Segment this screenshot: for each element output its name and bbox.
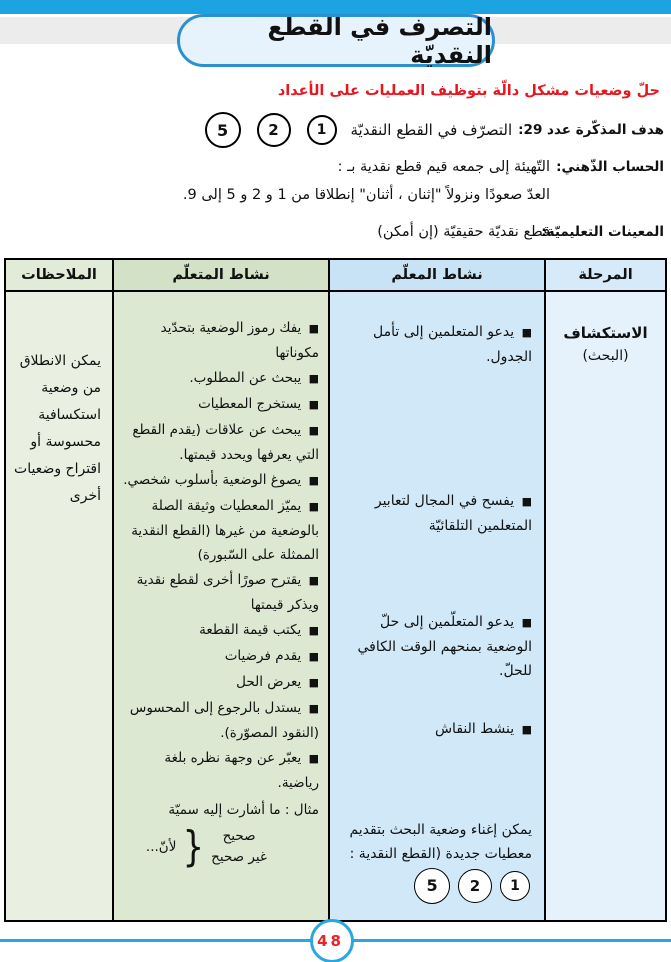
teacher-item (338, 489, 532, 538)
learner-item-text: يقدم فرضيات (224, 648, 302, 664)
teacher-item (338, 320, 532, 369)
lesson-table (4, 258, 667, 922)
square-bullet-icon: ■ (308, 574, 319, 587)
notes-cell (6, 292, 112, 920)
square-bullet-icon: ■ (308, 372, 319, 385)
learner-item (119, 568, 319, 617)
page-number-badge (310, 919, 354, 962)
column-header-notes: الملاحظات (6, 260, 112, 292)
mental-math-label: الحساب الذّهني: (556, 159, 664, 175)
learner-item-text: يستدل بالرجوع إلى المحسوس (النقود المصوّرة). (129, 700, 319, 741)
column-header-teacher-activity: نشاط المعلّم (328, 260, 544, 292)
coin-5-icon: 5 (205, 112, 241, 148)
skill-heading: حلّ وضعيات مشكل دالّة بتوظيف العمليات على الأعداد (277, 83, 660, 99)
example-option-false: غير صحيح (211, 849, 267, 865)
page-number: 48 (317, 932, 344, 950)
learner-item-text: يفك رموز الوضعية بتحدّيد مكوناتها (160, 320, 319, 361)
square-bullet-icon: ■ (308, 624, 319, 637)
learner-item-text: يبحث عن علاقات (يقدم القطع التي يعرفها ويحدد قيمتها. (132, 422, 319, 463)
square-bullet-icon: ■ (308, 424, 319, 437)
teacher-item (338, 610, 532, 683)
column-header-stage: المرحلة (544, 260, 665, 292)
learner-item-text: يبحث عن المطلوب. (189, 370, 302, 386)
learner-item-text: يكتب قيمة القطعة (199, 622, 302, 638)
coin-2-icon: 2 (458, 869, 492, 903)
teacher-item-text: يدعو المتعلّمين إلى حلّ الوضعية بمنحهم الوقت الكافي للحلّ. (357, 614, 532, 679)
learner-item (119, 746, 319, 795)
teacher-item (338, 717, 532, 742)
example-reason: لأنّ... (145, 839, 177, 855)
example-brace-group (119, 822, 319, 871)
learner-item (119, 418, 319, 467)
square-bullet-icon: ■ (308, 474, 319, 487)
learner-item (119, 644, 319, 669)
learner-item-text: يقترح صورًا أخرى لقطع نقدية ويذكر قيمتها (136, 572, 319, 613)
square-bullet-icon: ■ (308, 398, 319, 411)
example-option-true: صحيح (222, 828, 256, 844)
learner-item-text: يستخرج المعطيات (198, 396, 302, 412)
learner-item (119, 494, 319, 567)
square-bullet-icon: ■ (308, 322, 319, 335)
curly-brace-icon: { (183, 822, 205, 871)
coin-1-icon: 1 (500, 871, 530, 901)
square-bullet-icon: ■ (521, 326, 532, 339)
stage-cell (544, 292, 665, 920)
square-bullet-icon: ■ (308, 650, 319, 663)
square-bullet-icon: ■ (521, 495, 532, 508)
teacher-activity-cell (328, 292, 544, 920)
lesson-title-box (177, 14, 495, 67)
learner-item (119, 618, 319, 643)
learner-item (119, 392, 319, 417)
learner-activity-cell (112, 292, 328, 920)
learner-item-text: يميّز المعطيات وثيقة الصلة بالوضعية من غيرها (القطع النقدية الممثلة على السّبورة) (131, 498, 319, 563)
coin-2-icon: 2 (257, 113, 291, 147)
teaching-aids-label: المعينات التعليميّة: (541, 224, 664, 240)
learner-item-text: يصوغ الوضعية بأسلوب شخصي. (123, 472, 302, 488)
example-options (211, 826, 267, 868)
objective-text: التصرّف في القطع النقديّة (350, 121, 513, 139)
column-header-learner-activity: نشاط المتعلّم (112, 260, 328, 292)
square-bullet-icon: ■ (308, 752, 319, 765)
stage-subname: (البحث) (582, 348, 629, 364)
objective-label: هدف المذكّرة عدد 29: (518, 122, 664, 138)
square-bullet-icon: ■ (308, 676, 319, 689)
coin-1-icon: 1 (307, 115, 337, 145)
notes-text: يمكن الانطلاق من وضعية استكسافية محسوسة أو اقتراح وضعيات أخرى (14, 353, 101, 504)
square-bullet-icon: ■ (521, 616, 532, 629)
learner-item-text: يعبّر عن وجهة نظره بلغة رياضية. (164, 750, 319, 791)
teaching-aids-row (377, 224, 664, 240)
mental-math-line2: العدّ صعودًا ونزولاً "إثنان ، أثنان" إنطلاقا من 1 و 2 و 5 إلى 9. (182, 187, 550, 203)
square-bullet-icon: ■ (308, 702, 319, 715)
coin-5-icon: 5 (414, 868, 450, 904)
example-intro: مثال : ما أشارت إليه سميّة (168, 802, 319, 818)
square-bullet-icon: ■ (308, 500, 319, 513)
square-bullet-icon: ■ (521, 723, 532, 736)
learner-item (119, 366, 319, 391)
objective-row (205, 112, 665, 148)
stage-name: الاستكشاف (563, 324, 648, 342)
teaching-aids-text: قطع نقديّة حقيقيّة (إن أمكن) (377, 224, 550, 240)
teacher-item-text: ينشط النقاش (434, 721, 515, 737)
teacher-coins-row (338, 868, 532, 904)
mental-math-line1: التّهيئة إلى جمعه قيم قطع نقدية بـ : (337, 159, 550, 175)
learner-item-text: يعرض الحل (236, 674, 302, 690)
teacher-item-text: يفسح في المجال لتعابير المتعلمين التلقائيّة (374, 493, 532, 534)
learner-item (119, 316, 319, 365)
lesson-title: التصرف في القطع النقديّة (267, 12, 492, 69)
learner-item (119, 670, 319, 695)
mental-math-row (338, 159, 664, 175)
learner-item (119, 468, 319, 493)
teacher-enrichment-note: يمكن إغناء وضعية البحث بتقديم معطيات جديدة (القطع النقدية : (349, 822, 532, 862)
teacher-item-text: يدعو المتعلمين إلى تأمل الجدول. (373, 324, 532, 365)
learner-item (119, 696, 319, 745)
